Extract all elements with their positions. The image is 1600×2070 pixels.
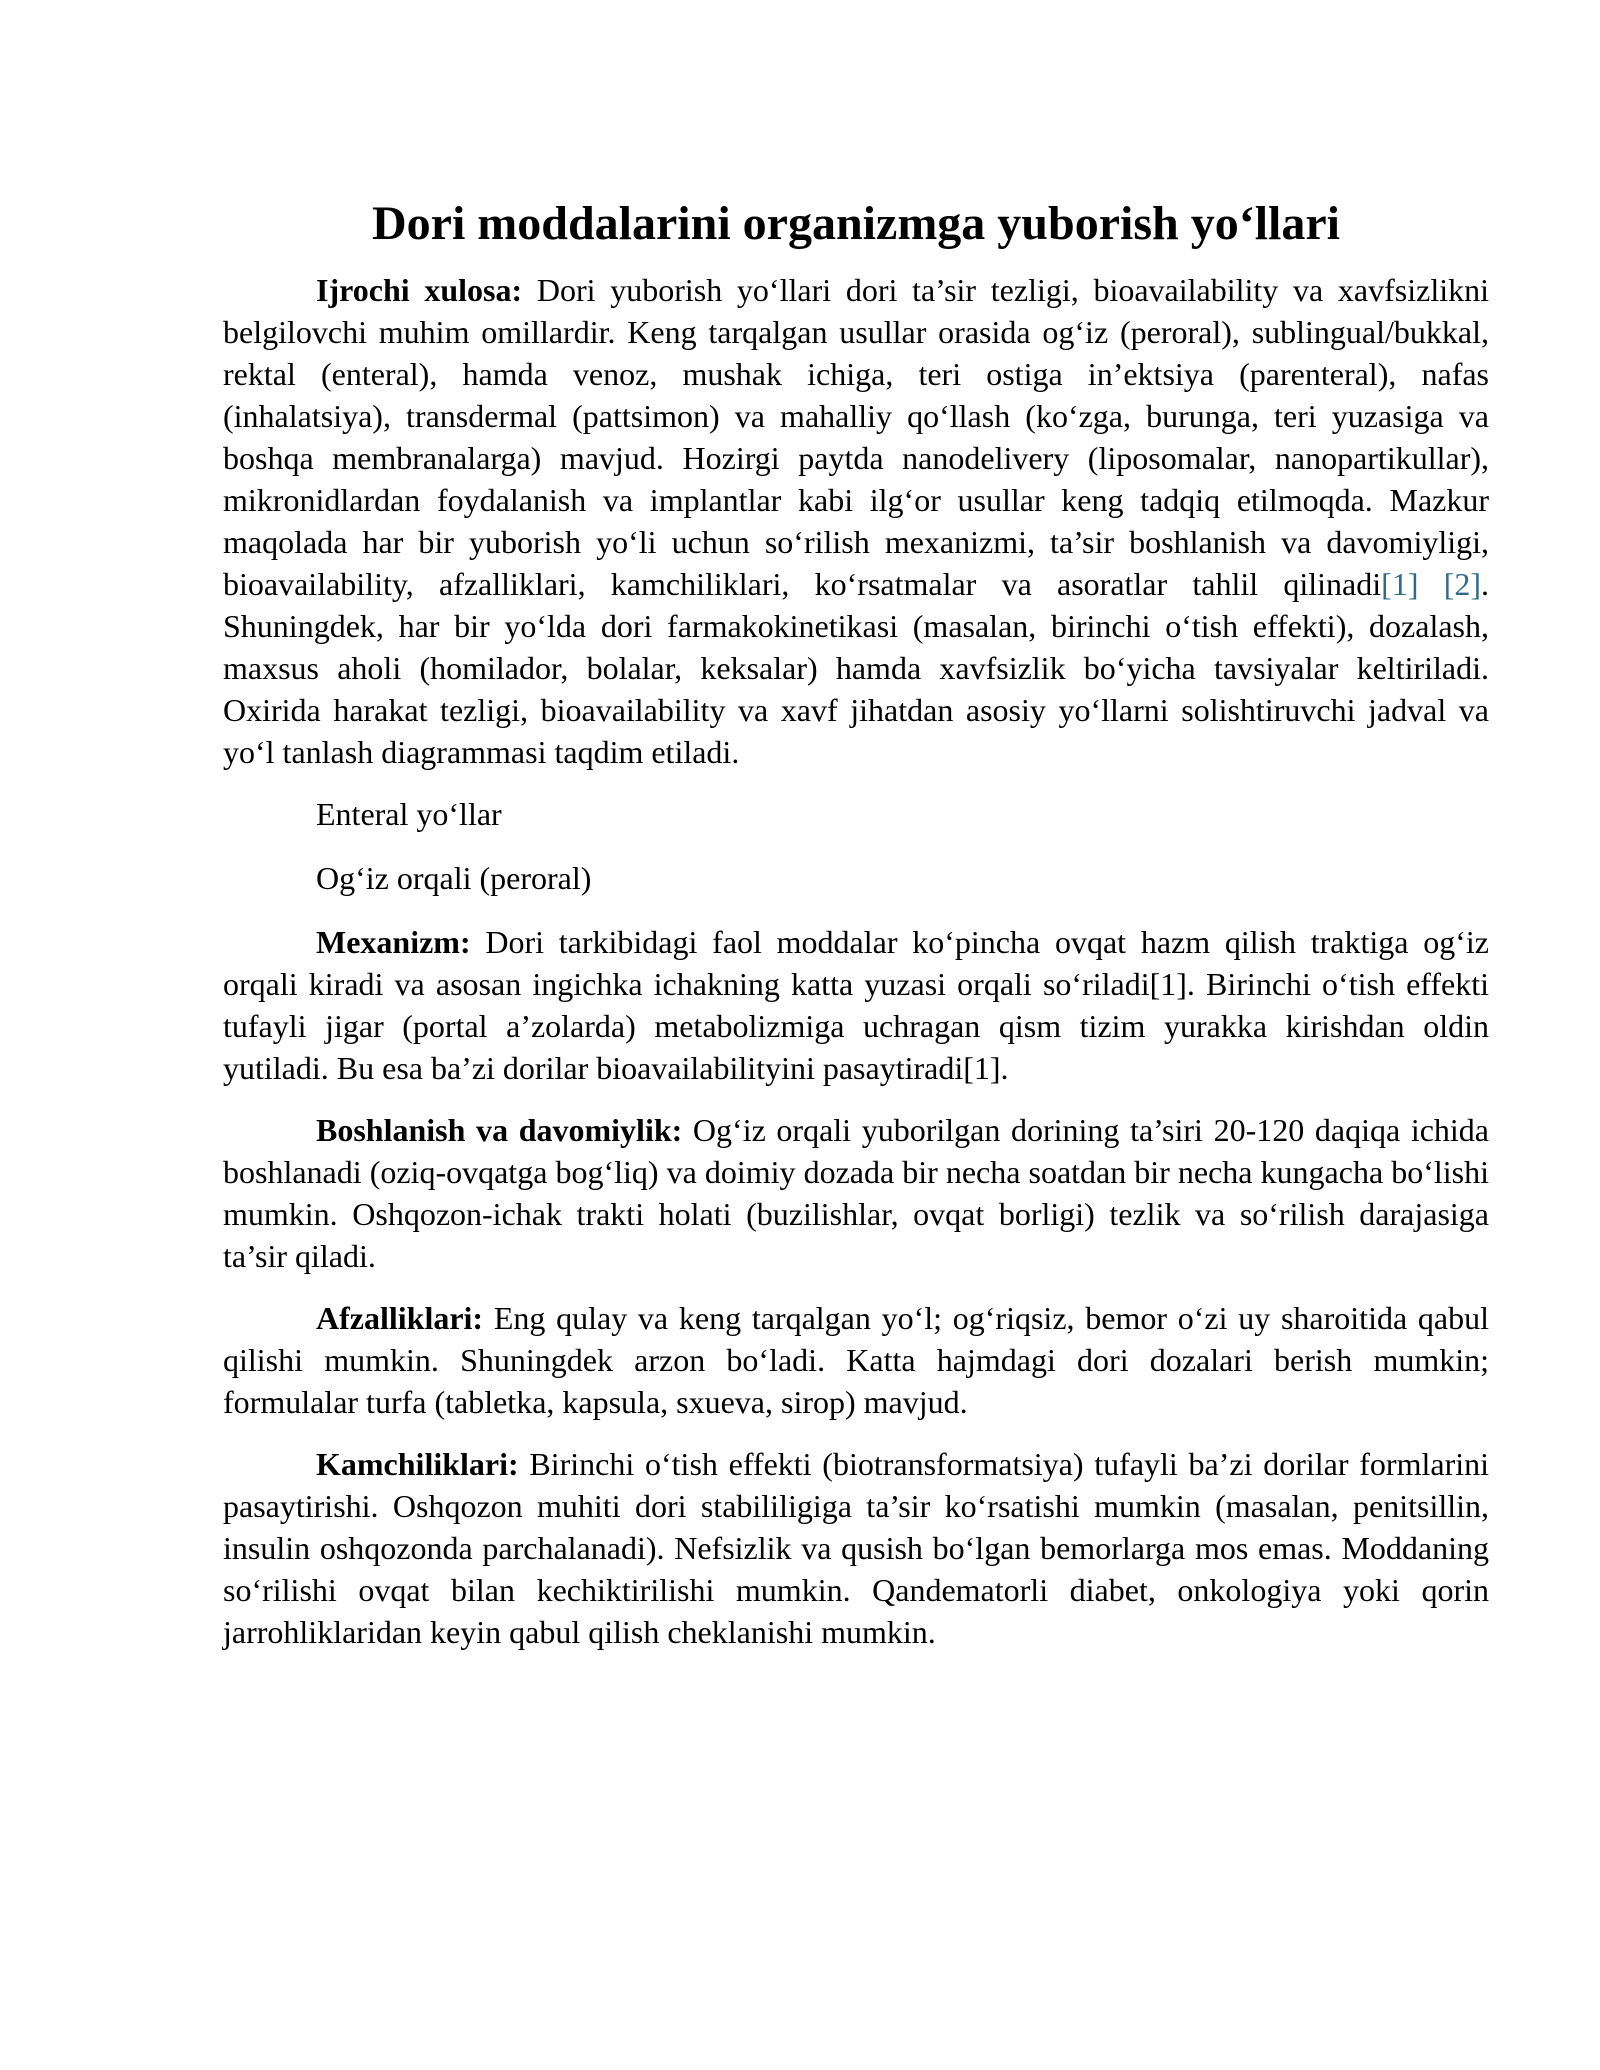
citation-link-1[interactable]: [1] [1381, 565, 1419, 602]
onset-text: Og‘iz orqali yuborilgan dorining ta’siri 20-120 daqiqa ichida boshlanadi (oziq-ovqatga bog‘liq) va doimiy dozada bir necha soatdan bir necha kungacha bo‘lishi mumkin. Oshqozon-ichak trakti holati (buzilishlar, ovqat borligi) tezlik va so‘rilish darajasiga ta’sir qiladi. [223, 1111, 1489, 1274]
summary-lead: Ijrochi xulosa: [316, 271, 523, 308]
mechanism-lead: Mexanizm: [316, 923, 471, 960]
executive-summary [223, 269, 1489, 773]
document-page [223, 195, 1489, 1673]
mechanism-paragraph [223, 921, 1489, 1089]
summary-text-after: . Shuningdek, har bir yo‘lda dori farmakokinetikasi (masalan, birinchi o‘tish effekti), dozalash, maxsus aholi (homilador, bolalar, keksalar) hamda xavfsizlik bo‘yicha tavsiyalar keltiriladi. Oxirida harakat tezligi, bioavailability va xavf jihatdan asosiy yo‘llarni solishtiruvchi jadval va yo‘l tanlash diagrammasi taqdim etiladi. [223, 565, 1490, 770]
advantages-lead: Afzalliklari: [316, 1299, 484, 1336]
disadvantages-paragraph [223, 1443, 1489, 1653]
subsection-heading-peroral: Og‘iz orqali (peroral) [316, 859, 592, 896]
advantages-paragraph [223, 1297, 1489, 1423]
document-title: Dori moddalarini organizmga yuborish yo‘llari [371, 197, 1340, 250]
onset-paragraph [223, 1109, 1489, 1277]
onset-lead: Boshlanish va davomiylik: [316, 1111, 683, 1148]
mechanism-text: Dori tarkibidagi faol moddalar ko‘pincha ovqat hazm qilish traktiga og‘iz orqali kiradi va asosan ingichka ichakning katta yuzasi orqali so‘riladi[1]. Birinchi o‘tish effekti tufayli jigar (portal a’zolarda) metabolizmiga uchragan qism tizim yurakka kirishdan oldin yutiladi. Bu esa ba’zi dorilar bioavailabilityini pasaytiradi[1]. [223, 923, 1489, 1086]
disadvantages-lead: Kamchiliklari: [316, 1445, 519, 1482]
advantages-text: Eng qulay va keng tarqalgan yo‘l; og‘riqsiz, bemor o‘zi uy sharoitida qabul qilishi mumkin. Shuningdek arzon bo‘ladi. Katta hajmdagi dori dozalari berish mumkin; formulalar turfa (tabletka, kapsula, sxueva, sirop) mavjud. [223, 1299, 1489, 1420]
section-heading-enteral: Enteral yo‘llar [316, 795, 502, 832]
summary-text: Dori yuborish yo‘llari dori ta’sir tezligi, bioavailability va xavfsizlikni belgilovchi muhim omillardir. Keng tarqalgan usullar orasida og‘iz (peroral), sublingual/bukkal, rektal (enteral), hamda venoz, mushak ichiga, teri ostiga in’ektsiya (parenteral), nafas (inhalatsiya), transdermal (pattsimon) va mahalliy qo‘llash (ko‘zga, burunga, teri yuzasiga va boshqa membranalarga) mavjud. Hozirgi paytda nanodelivery (liposomalar, nanopartikullar), mikronidlardan foydalanish va implantlar kabi ilg‘or usullar keng tadqiq etilmoqda. Mazkur maqolada har bir yuborish yo‘li uchun so‘rilish mexanizmi, ta’sir boshlanish va davomiyligi, bioavailability, afzalliklari, kamchiliklari, ko‘rsatmalar va asoratlar tahlil qilinadi [223, 271, 1490, 602]
citation-link-2[interactable]: [2] [1443, 565, 1482, 602]
disadvantages-text: Birinchi o‘tish effekti (biotransformatsiya) tufayli ba’zi dorilar formlarini pasaytirishi. Oshqozon muhiti dori stabililigiga ta’sir ko‘rsatishi mumkin (masalan, penitsillin, insulin oshqozonda parchalanadi). Nefsizlik va qusish bo‘lgan bemorlarga mos emas. Moddaning so‘rilishi ovqat bilan kechiktirilishi mumkin. Qandematorli diabet, onkologiya yoki qorin jarrohliklaridan keyin qabul qilish cheklanishi mumkin. [223, 1445, 1489, 1650]
